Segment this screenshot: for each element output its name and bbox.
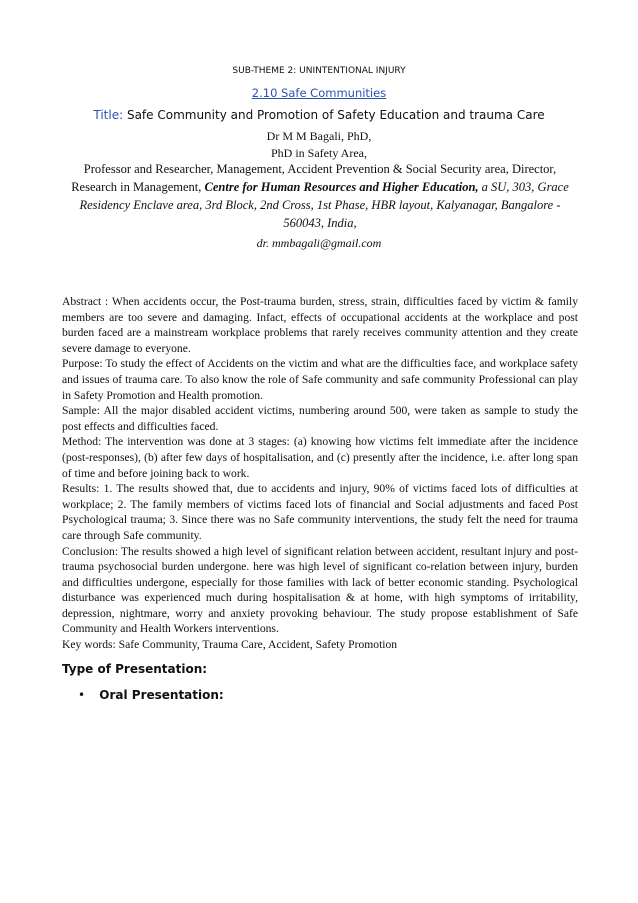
section-link[interactable]: 2.10 Safe Communities: [251, 86, 387, 100]
bullet-icon: •: [78, 688, 86, 702]
affiliation-address: a SU, 303, Grace Residency Enclave area, 3rd Block, 2nd Cross, 1st Phase, HBR layout, Kalyanagar, Bangalore - 560043, India,: [79, 180, 569, 230]
author-degree: PhD in Safety Area,: [271, 146, 367, 160]
abstract-body: [62, 294, 578, 653]
title-text: Safe Community and Promotion of Safety Education and trauma Care: [126, 108, 545, 122]
abstract-paragraph: Abstract : When accidents occur, the Post-trauma burden, stress, strain, difficulties faced by victim & family members are too severe and damaging. Infact, effects of occupational accidents at the workplace and post burden faced are a mainstream workplace problems that rarely receives community attention and they create severe damage to everyone.: [62, 295, 578, 355]
subtheme-heading: SUB-THEME 2: UNINTENTIONAL INJURY: [232, 66, 406, 76]
presentation-item: [78, 688, 224, 702]
author-block: [0, 128, 638, 162]
affiliation-role: Professor and Researcher, Management, Accident Prevention & Social Security area, Director, Research in Management,: [71, 162, 557, 194]
affiliation: [60, 160, 580, 232]
results-paragraph: Results: 1. The results showed that, due to accidents and injury, 90% of victims faced lots of difficulties at workplace; 2. The family members of victims faced lots of financial and Social adjustments and faced Post Psychological trauma; 3. Since there was no Safe community interventions, the study felt the need for trauma care through Safe community.: [62, 482, 578, 542]
purpose-paragraph: Purpose: To study the effect of Accidents on the victim and what are the difficulties face, and workplace safety and issues of trauma care. To also know the role of Safe community and safe community Professional can play in Safety Promotion and Health promotion.: [62, 357, 578, 402]
keywords-line: Key words: Safe Community, Trauma Care, Accident, Safety Promotion: [62, 638, 398, 652]
title-label: Title:: [93, 108, 124, 122]
conclusion-paragraph: Conclusion: The results showed a high level of significant relation between accident, resultant injury and post- trauma psychosocial burden undergone. here was high level of significant co-relation between injury, burden and difficulties undergone, especially for those families with lack of better economic standing. Psychological disturbance was experienced much during hospitalisation & at home, with high symptoms of irritability, depression, nightmare, worry and anxiety provoking behaviour. The study propose establishment of Safe Community and Health Workers interventions.: [62, 544, 578, 636]
method-paragraph: Method: The intervention was done at 3 stages: (a) knowing how victims felt immediate after the incidence (post-responses), (b) after few days of hospitalisation, and (c) presently after the incidence, i.e. after long span of time and before joining back to work.: [62, 435, 578, 480]
presentation-type-heading: Type of Presentation:: [62, 662, 208, 676]
section-heading[interactable]: [0, 86, 638, 100]
author-name: Dr M M Bagali, PhD,: [266, 129, 372, 143]
affiliation-organization: Centre for Human Resources and Higher Education,: [204, 180, 479, 194]
sample-paragraph: Sample: All the major disabled accident victims, numbering around 500, were taken as sample to study the post effects and difficulties faced.: [62, 404, 578, 433]
paper-title: [0, 108, 638, 122]
author-email: dr. mmbagali@gmail.com: [256, 236, 382, 250]
presentation-item-label: Oral Presentation:: [99, 688, 224, 702]
